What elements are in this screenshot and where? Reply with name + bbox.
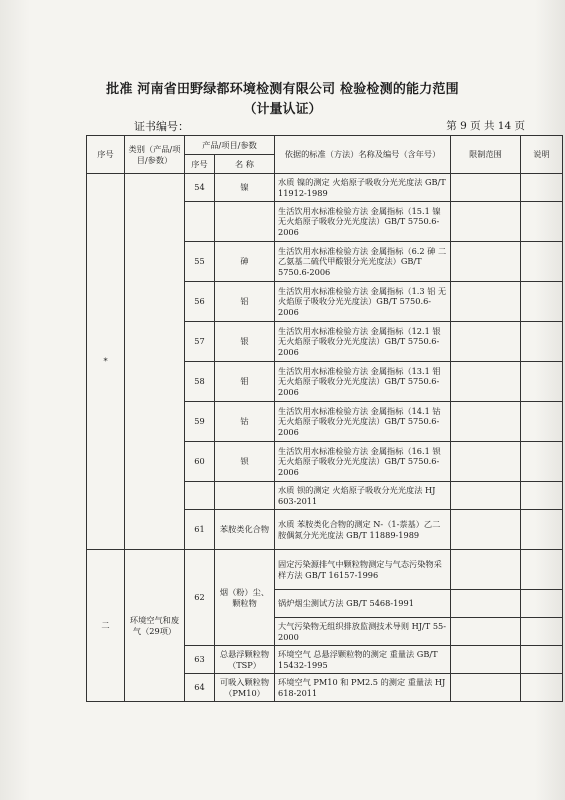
item-name: 银 bbox=[215, 322, 275, 362]
note-cell bbox=[521, 442, 563, 482]
capability-table bbox=[86, 135, 563, 702]
limit-cell bbox=[451, 510, 521, 550]
item-standard: 生活饮用水标准检验方法 金属指标（12.1 银 无火焰原子吸收分光光度法）GB/T 5750.6-2006 bbox=[275, 322, 451, 362]
item-standard: 水质 苯胺类化合物的测定 N-（1-萘基）乙二胺偶氮分光光度法 GB/T 11889-1989 bbox=[275, 510, 451, 550]
limit-cell bbox=[451, 482, 521, 510]
item-standard: 生活饮用水标准检验方法 金属指标（16.1 钡 无火焰原子吸收分光光度法）GB/T 5750.6-2006 bbox=[275, 442, 451, 482]
limit-cell bbox=[451, 174, 521, 202]
header-limit: 限制范围 bbox=[451, 136, 521, 174]
note-cell bbox=[521, 646, 563, 674]
note-cell bbox=[521, 550, 563, 590]
item-no: 59 bbox=[185, 402, 215, 442]
item-no: 56 bbox=[185, 282, 215, 322]
certificate-number-label: 证书编号： bbox=[134, 120, 189, 133]
limit-cell bbox=[451, 618, 521, 646]
header-item-no: 序号 bbox=[185, 155, 215, 174]
limit-cell bbox=[451, 362, 521, 402]
limit-cell bbox=[451, 590, 521, 618]
item-name: 钡 bbox=[215, 442, 275, 482]
note-cell bbox=[521, 322, 563, 362]
page-title: 批准 河南省田野绿都环境检测有限公司 检验检测的能力范围 bbox=[106, 82, 459, 97]
limit-cell bbox=[451, 550, 521, 590]
item-no bbox=[185, 202, 215, 242]
table-row bbox=[87, 550, 563, 590]
table-row bbox=[87, 174, 563, 202]
item-name bbox=[215, 482, 275, 510]
limit-cell bbox=[451, 202, 521, 242]
note-cell bbox=[521, 282, 563, 322]
item-no: 54 bbox=[185, 174, 215, 202]
item-standard: 环境空气 总悬浮颗粒物的测定 重量法 GB/T 15432-1995 bbox=[275, 646, 451, 674]
category-name: 环境空气和废气（29项） bbox=[125, 550, 185, 702]
limit-cell bbox=[451, 674, 521, 702]
item-standard: 锅炉烟尘测试方法 GB/T 5468-1991 bbox=[275, 590, 451, 618]
note-cell bbox=[521, 674, 563, 702]
item-name: 钴 bbox=[215, 402, 275, 442]
note-cell bbox=[521, 174, 563, 202]
item-standard: 水质 镍的测定 火焰原子吸收分光光度法 GB/T 11912-1989 bbox=[275, 174, 451, 202]
note-cell bbox=[521, 482, 563, 510]
item-no: 57 bbox=[185, 322, 215, 362]
item-standard: 生活饮用水标准检验方法 金属指标（6.2 砷 二乙氨基二硫代甲酸银分光光度法）GB/T 5750.6-2006 bbox=[275, 242, 451, 282]
item-no bbox=[185, 482, 215, 510]
item-name: 总悬浮颗粒物（TSP） bbox=[215, 646, 275, 674]
header-seq: 序号 bbox=[87, 136, 125, 174]
limit-cell bbox=[451, 402, 521, 442]
item-name: 砷 bbox=[215, 242, 275, 282]
item-standard: 生活饮用水标准检验方法 金属指标（14.1 钴 无火焰原子吸收分光光度法）GB/T 5750.6-2006 bbox=[275, 402, 451, 442]
note-cell bbox=[521, 362, 563, 402]
limit-cell bbox=[451, 442, 521, 482]
header-standard: 依据的标准（方法）名称及编号（含年号） bbox=[275, 136, 451, 174]
category-seq: 二 bbox=[87, 550, 125, 702]
note-cell bbox=[521, 402, 563, 442]
note-cell bbox=[521, 202, 563, 242]
item-no: 55 bbox=[185, 242, 215, 282]
category-seq: * bbox=[87, 174, 125, 550]
limit-cell bbox=[451, 646, 521, 674]
item-no: 62 bbox=[185, 550, 215, 646]
note-cell bbox=[521, 242, 563, 282]
item-no: 64 bbox=[185, 674, 215, 702]
item-standard: 大气污染物无组织排放监测技术导则 HJ/T 55-2000 bbox=[275, 618, 451, 646]
limit-cell bbox=[451, 282, 521, 322]
limit-cell bbox=[451, 242, 521, 282]
limit-cell bbox=[451, 322, 521, 362]
page-number: 第 9 页 共 14 页 bbox=[446, 120, 525, 132]
item-name: 苯胺类化合物 bbox=[215, 510, 275, 550]
note-cell bbox=[521, 590, 563, 618]
item-no: 63 bbox=[185, 646, 215, 674]
header-group: 产品/项目/参数 bbox=[185, 136, 275, 155]
item-standard: 环境空气 PM10 和 PM2.5 的测定 重量法 HJ 618-2011 bbox=[275, 674, 451, 702]
header-category: 类别（产品/项目/参数） bbox=[125, 136, 185, 174]
page-subtitle: （计量认证） bbox=[243, 102, 322, 117]
item-name: 可吸入颗粒物（PM10） bbox=[215, 674, 275, 702]
header-note: 说明 bbox=[521, 136, 563, 174]
item-name: 铝 bbox=[215, 282, 275, 322]
item-standard: 水质 钡的测定 火焰原子吸收分光光度法 HJ 603-2011 bbox=[275, 482, 451, 510]
item-name: 烟（粉）尘、颗粒物 bbox=[215, 550, 275, 646]
note-cell bbox=[521, 618, 563, 646]
item-no: 61 bbox=[185, 510, 215, 550]
item-name: 钼 bbox=[215, 362, 275, 402]
item-no: 58 bbox=[185, 362, 215, 402]
category-name bbox=[125, 174, 185, 550]
item-no: 60 bbox=[185, 442, 215, 482]
item-standard: 固定污染源排气中颗粒物测定与气态污染物采样方法 GB/T 16157-1996 bbox=[275, 550, 451, 590]
note-cell bbox=[521, 510, 563, 550]
item-standard: 生活饮用水标准检验方法 金属指标（15.1 镍 无火焰原子吸收分光光度法）GB/T 5750.6-2006 bbox=[275, 202, 451, 242]
item-standard: 生活饮用水标准检验方法 金属指标（1.3 铝 无火焰原子吸收分光光度法）GB/T 5750.6-2006 bbox=[275, 282, 451, 322]
header-item-name: 名 称 bbox=[215, 155, 275, 174]
item-name bbox=[215, 202, 275, 242]
item-name: 镍 bbox=[215, 174, 275, 202]
item-standard: 生活饮用水标准检验方法 金属指标（13.1 钼 无火焰原子吸收分光光度法）GB/T 5750.6-2006 bbox=[275, 362, 451, 402]
